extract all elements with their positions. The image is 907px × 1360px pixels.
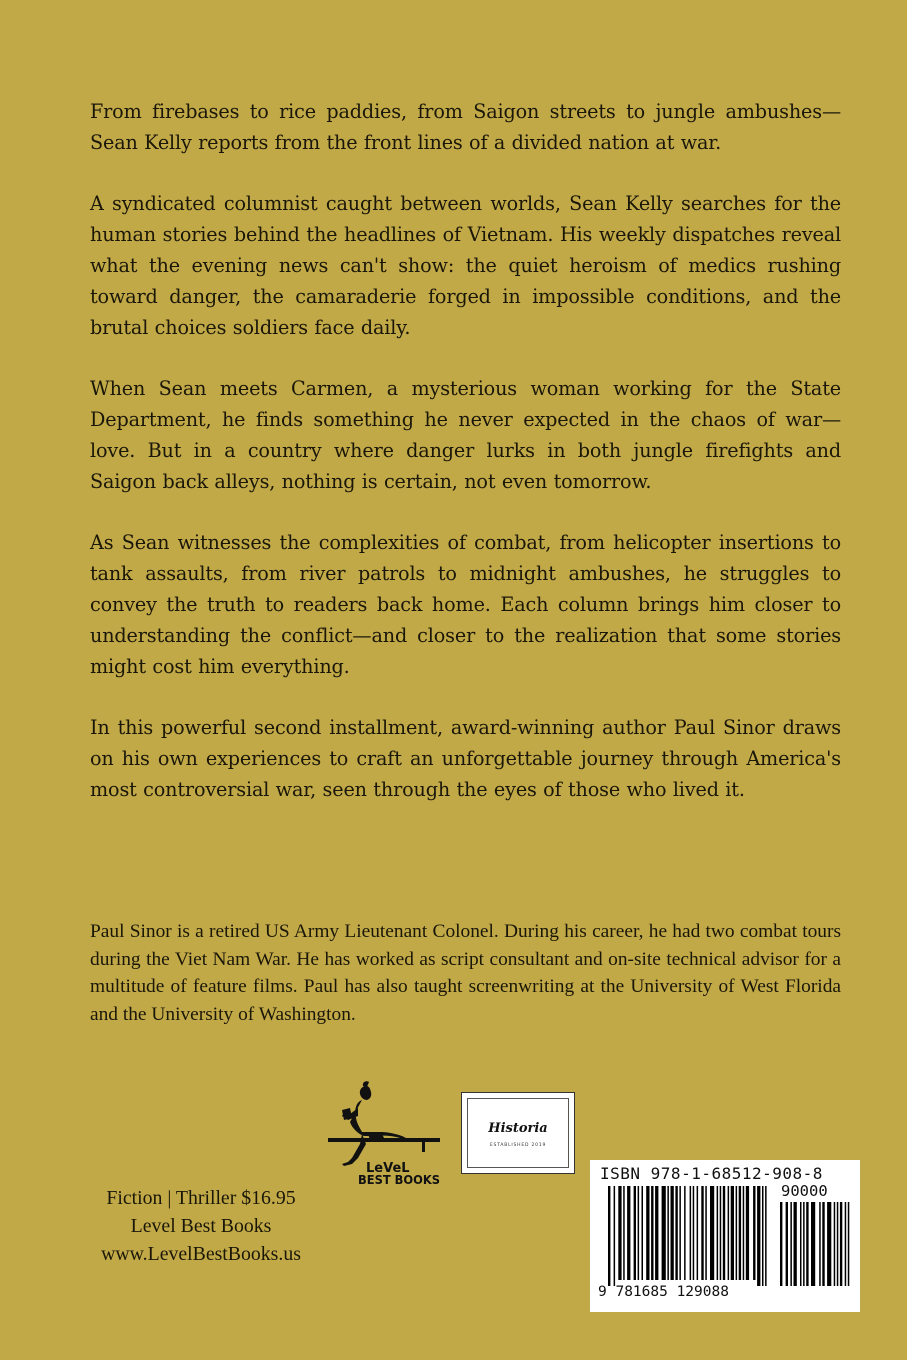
barcode-bar	[671, 1186, 674, 1280]
barcode-bar	[679, 1186, 681, 1280]
barcode-bar	[765, 1186, 767, 1286]
lbb-logo-line1: LeVeL	[366, 1161, 410, 1176]
barcode-bar	[746, 1186, 749, 1280]
barcode-bar	[780, 1202, 782, 1286]
barcode-bar	[662, 1186, 666, 1280]
barcode-bar	[834, 1202, 836, 1286]
isbn-label: ISBN 978-1-68512-908-8	[600, 1164, 823, 1183]
blurb-paragraph-5: In this powerful second installment, award-winning author Paul Sinor draws on his own experiences to craft an unforgettable journey through America's most controversial war, seen through the eyes of those who lived it.	[90, 716, 841, 801]
barcode-bar	[790, 1202, 792, 1286]
barcode-bar	[638, 1186, 640, 1280]
barcode-bar	[693, 1186, 695, 1280]
barcode-bar	[800, 1202, 802, 1286]
barcode-bar	[743, 1186, 745, 1280]
level-best-books-logo	[322, 1078, 444, 1188]
barcode-bar	[618, 1186, 621, 1280]
barcode-bar	[634, 1186, 636, 1280]
barcode-bar	[757, 1186, 760, 1286]
historia-logo-name: Historia	[488, 1121, 548, 1136]
barcode-bar	[827, 1202, 831, 1286]
barcode-bar	[651, 1186, 653, 1280]
barcode-bar	[705, 1186, 707, 1280]
barcode-bar	[701, 1186, 703, 1280]
historia-logo-established: ESTABLISHED 2019	[489, 1143, 547, 1148]
barcode-bar	[684, 1186, 686, 1280]
ean-digits: 9 781685 129088	[598, 1284, 729, 1300]
barcode-bar	[806, 1202, 808, 1286]
author-bio	[90, 918, 841, 1028]
barcode-bar	[608, 1186, 610, 1286]
barcode-bar	[811, 1202, 815, 1286]
genre-price: Fiction | Thriller $16.95	[106, 1187, 296, 1209]
barcode-bar	[848, 1202, 850, 1286]
barcode-bar	[739, 1186, 741, 1280]
back-cover-blurb	[90, 96, 841, 835]
barcode-bar	[803, 1202, 805, 1286]
barcode-bar	[614, 1186, 616, 1286]
barcode-bar	[720, 1186, 722, 1280]
blurb-paragraph-4: As Sean witnesses the complexities of combat, from helicopter insertions to tank assaults, from river patrols to midnight ambushes, he struggles to convey the truth to readers back home. Each column brings him closer to understanding the conflict—and closer to the realization that some stories might cost him everything.	[90, 531, 841, 678]
barcode-bar	[819, 1202, 821, 1286]
reading-woman-silhouette-icon	[322, 1078, 444, 1188]
barcode-bar	[646, 1186, 649, 1280]
publisher-info	[60, 1184, 342, 1268]
barcode-bar	[728, 1186, 730, 1280]
barcode-bar	[822, 1202, 824, 1286]
blurb-paragraph-2: A syndicated columnist caught between worlds, Sean Kelly searches for the human stories behind the headlines of Vietnam. His weekly dispatches reveal what the evening news can't show: the quiet heroism of medics rushing toward danger, the camaraderie forged in impossible conditions, and the brutal choices soldiers face daily.	[90, 192, 841, 339]
barcode-bar	[786, 1202, 788, 1286]
historia-logo	[461, 1092, 575, 1174]
barcode-bar	[697, 1186, 699, 1280]
author-bio-text: Paul Sinor is a retired US Army Lieutenant Colonel. During his career, he had two combat tours during the Viet Nam War. He has worked as script consultant and on-site technical advisor for a multitude of feature films. Paul has also taught screenwriting at the University of West Florida and the University of Washington.	[90, 921, 841, 1025]
barcode-bar	[642, 1186, 644, 1280]
isbn-barcode	[590, 1160, 860, 1312]
barcode-bar	[690, 1186, 692, 1280]
barcode-bar	[736, 1186, 738, 1280]
publisher-name: Level Best Books	[130, 1215, 272, 1237]
barcode-bar	[794, 1202, 797, 1286]
barcode-bar	[710, 1186, 714, 1280]
barcode-bar	[717, 1186, 719, 1280]
barcode-bar	[723, 1186, 725, 1280]
barcode-bar	[667, 1186, 669, 1280]
publisher-website: www.LevelBestBooks.us	[101, 1243, 301, 1265]
barcode-bar	[623, 1186, 625, 1280]
lbb-logo-line2: BEST BOOKS	[358, 1172, 440, 1187]
barcode-bar	[675, 1186, 677, 1280]
barcode-bar	[762, 1186, 764, 1286]
blurb-paragraph-3: When Sean meets Carmen, a mysterious woman working for the State Department, he finds something he never expected in the chaos of war—love. But in a country where danger lurks in both jungle firefights and Saigon back alleys, nothing is certain, not even tomorrow.	[90, 377, 841, 493]
price-addon-label: 90000	[781, 1182, 828, 1200]
barcode-bar	[840, 1202, 842, 1286]
barcode-bar	[753, 1186, 755, 1280]
barcode-bar	[627, 1186, 630, 1280]
barcode-bar	[731, 1186, 734, 1280]
barcode-bar	[837, 1202, 839, 1286]
blurb-paragraph-1: From firebases to rice paddies, from Saigon streets to jungle ambushes—Sean Kelly reports from the front lines of a divided nation at war.	[90, 100, 841, 154]
barcode-bar	[845, 1202, 847, 1286]
barcode-bar	[655, 1186, 658, 1280]
